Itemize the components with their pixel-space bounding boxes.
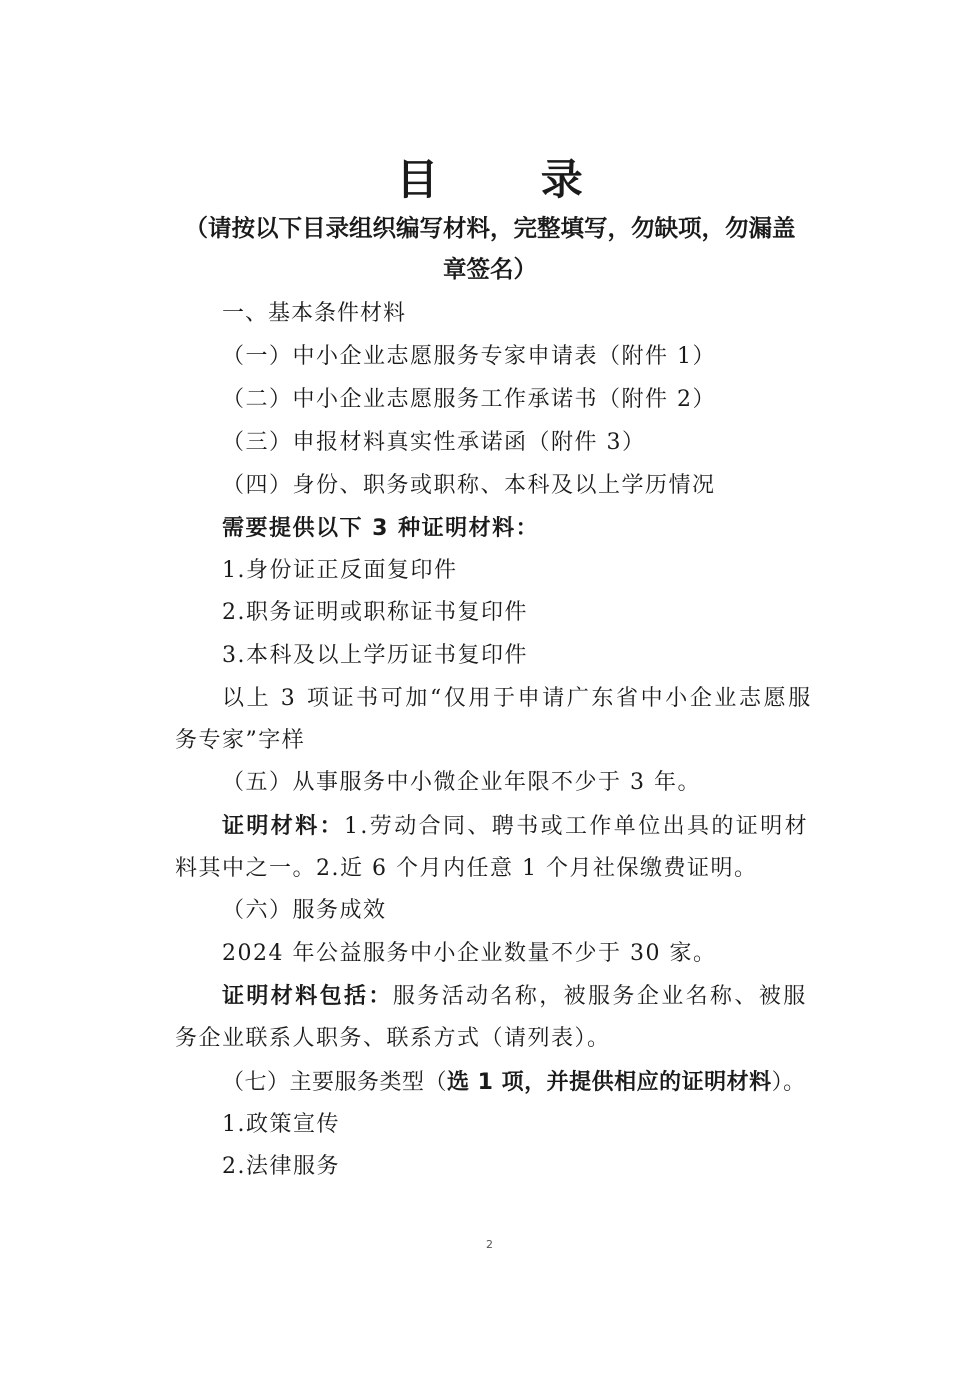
item-5: （五）从事服务中小微企业年限不少于 3 年。 xyxy=(222,770,701,795)
item-3: （三）申报材料真实性承诺函（附件 3） xyxy=(222,430,646,455)
item-7 xyxy=(222,1068,806,1098)
item-4-list-3: 3.本科及以上学历证书复印件 xyxy=(222,643,528,668)
item-5-proof-line-1 xyxy=(222,812,809,842)
item-4-note: 需要提供以下 3 种证明材料： xyxy=(222,516,540,541)
page-title: 目 录 xyxy=(396,155,627,204)
item-4-list-1: 1.身份证正反面复印件 xyxy=(222,558,458,583)
page-subtitle: （请按以下目录组织编写材料，完整填写，勿缺项，勿漏盖章签名） xyxy=(184,214,796,283)
item-7-prefix: （七）主要服务类型（ xyxy=(222,1070,448,1095)
item-4: （四）身份、职务或职称、本科及以上学历情况 xyxy=(222,473,716,498)
item-7-emphasis: 选 1 项，并提供相应的证明材料 xyxy=(447,1070,772,1095)
item-5-proof-label: 证明材料： xyxy=(222,814,345,839)
item-6-proof-label: 证明材料包括： xyxy=(222,984,393,1009)
item-6-text: 2024 年公益服务中小企业数量不少于 30 家。 xyxy=(222,941,717,966)
item-6-proof-line-2: 务企业联系人职务、联系方式（请列表）。 xyxy=(175,1026,611,1051)
page-number: 2 xyxy=(486,1238,493,1251)
item-7-list-2: 2.法律服务 xyxy=(222,1154,340,1179)
section-heading-basic-conditions: 一、基本条件材料 xyxy=(222,301,407,326)
item-6: （六）服务成效 xyxy=(222,898,387,923)
item-7-suffix: ）。 xyxy=(771,1070,806,1095)
item-5-proof-line-2: 料其中之一。2.近 6 个月内任意 1 个月社保缴费证明。 xyxy=(175,856,758,881)
item-6-proof-text: 服务活动名称，被服务企业名称、被服 xyxy=(392,984,808,1009)
item-4-list-2: 2.职务证明或职称证书复印件 xyxy=(222,600,528,625)
item-4-remark-line-1: 以上 3 项证书可加“仅用于申请广东省中小企业志愿服 xyxy=(222,686,813,711)
item-2: （二）中小企业志愿服务工作承诺书（附件 2） xyxy=(222,387,716,412)
item-6-proof-line-1 xyxy=(222,982,808,1012)
item-5-proof-text: 1.劳动合同、聘书或工作单位出具的证明材 xyxy=(344,814,810,839)
item-1: （一）中小企业志愿服务专家申请表（附件 1） xyxy=(222,344,716,369)
item-4-remark-line-2: 务专家”字样 xyxy=(175,728,306,753)
item-7-list-1: 1.政策宣传 xyxy=(222,1112,340,1137)
